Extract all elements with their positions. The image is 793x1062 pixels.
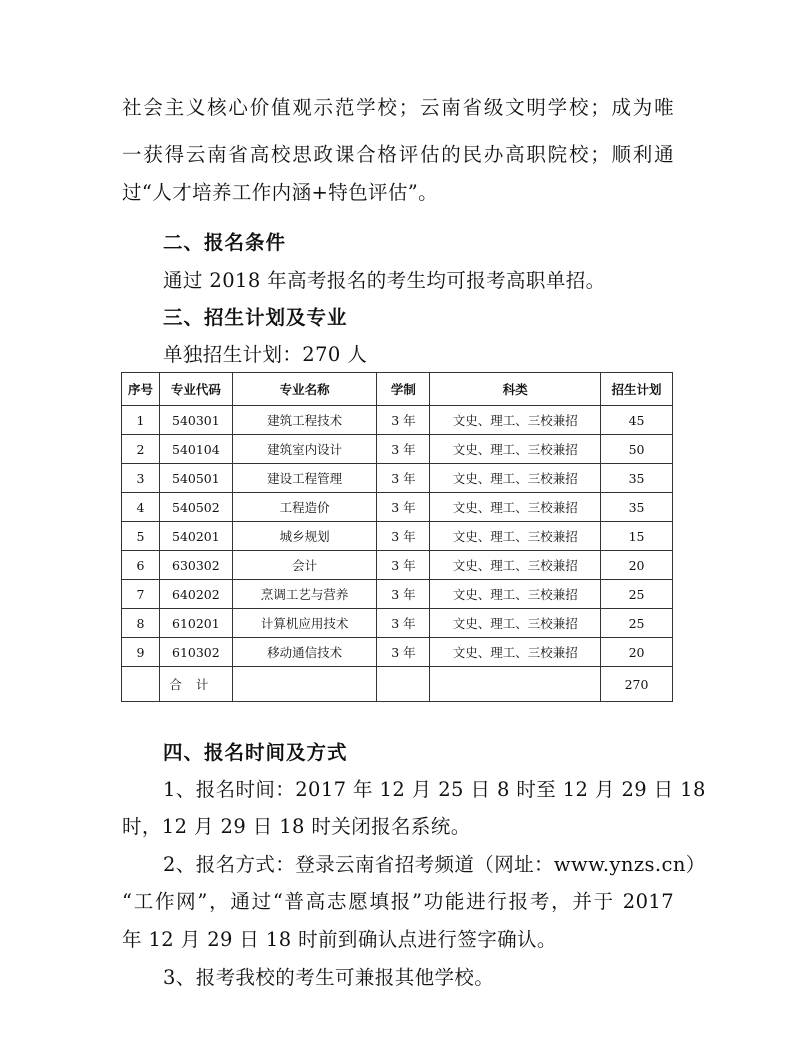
major-code-cell: 610201 (159, 609, 232, 638)
major-name-cell: 建设工程管理 (232, 464, 377, 493)
major-code-cell: 540301 (159, 406, 232, 435)
major-code-cell: 540501 (159, 464, 232, 493)
row-number-cell: 7 (122, 580, 160, 609)
total-empty-cell (430, 667, 601, 702)
enrollment-quota-cell: 35 (601, 464, 673, 493)
total-value: 270 (601, 667, 673, 702)
major-code-cell: 540502 (159, 493, 232, 522)
major-code-cell: 540104 (159, 435, 232, 464)
total-empty-cell (232, 667, 377, 702)
row-number-cell: 2 (122, 435, 160, 464)
section-4-p2-line-3: 年 12 月 29 日 18 时前到确认点进行签字确认。 (122, 928, 557, 951)
row-number-cell: 3 (122, 464, 160, 493)
row-number-cell: 1 (122, 406, 160, 435)
section-4-p1-line-1: 1、报名时间：2017 年 12 月 25 日 8 时至 12 月 29 日 18 (163, 778, 706, 801)
subject-category-cell: 文史、理工、三校兼招 (430, 406, 601, 435)
duration-cell: 3 年 (377, 435, 430, 464)
major-code-cell: 540201 (159, 522, 232, 551)
intro-line-2: 一获得云南省高校思政课合格评估的民办高职院校；顺利通 (122, 143, 674, 166)
major-code-cell: 640202 (159, 580, 232, 609)
major-name-cell: 建筑室内设计 (232, 435, 377, 464)
total-empty-cell (377, 667, 430, 702)
enrollment-plan-label: 单独招生计划：270 人 (163, 343, 368, 366)
intro-line-3: 过“人才培养工作内涵+特色评估”。 (122, 181, 439, 204)
major-name-cell: 建筑工程技术 (232, 406, 377, 435)
subject-category-cell: 文史、理工、三校兼招 (430, 609, 601, 638)
total-empty-cell (122, 667, 160, 702)
enrollment-quota-cell: 20 (601, 551, 673, 580)
subject-category-cell: 文史、理工、三校兼招 (430, 522, 601, 551)
enrollment-quota-cell: 25 (601, 580, 673, 609)
subject-category-cell: 文史、理工、三校兼招 (430, 551, 601, 580)
duration-cell: 3 年 (377, 464, 430, 493)
header-cell: 专业名称 (232, 373, 377, 406)
enrollment-table (121, 372, 673, 702)
subject-category-cell: 文史、理工、三校兼招 (430, 435, 601, 464)
subject-category-cell: 文史、理工、三校兼招 (430, 638, 601, 667)
subject-category-cell: 文史、理工、三校兼招 (430, 493, 601, 522)
table-row (122, 464, 673, 493)
intro-line-1: 社会主义核心价值观示范学校；云南省级文明学校；成为唯 (122, 96, 674, 119)
enrollment-quota-cell: 35 (601, 493, 673, 522)
section-4-p3-line-1: 3、报考我校的考生可兼报其他学校。 (163, 966, 495, 989)
header-cell: 序号 (122, 373, 160, 406)
table-body (122, 406, 673, 667)
major-name-cell: 工程造价 (232, 493, 377, 522)
table-total-row (122, 667, 673, 702)
duration-cell: 3 年 (377, 493, 430, 522)
major-code-cell: 630302 (159, 551, 232, 580)
duration-cell: 3 年 (377, 638, 430, 667)
total-label: 合计 (159, 667, 232, 702)
duration-cell: 3 年 (377, 522, 430, 551)
row-number-cell: 9 (122, 638, 160, 667)
section-2-heading: 二、报名条件 (163, 231, 287, 254)
table-row (122, 609, 673, 638)
table-row (122, 493, 673, 522)
enrollment-quota-cell: 20 (601, 638, 673, 667)
section-4-p2-line-2: “工作网”，通过“普高志愿填报”功能进行报考，并于 2017 (122, 890, 674, 913)
table-row (122, 435, 673, 464)
table-row (122, 638, 673, 667)
subject-category-cell: 文史、理工、三校兼招 (430, 580, 601, 609)
row-number-cell: 8 (122, 609, 160, 638)
row-number-cell: 6 (122, 551, 160, 580)
enrollment-quota-cell: 50 (601, 435, 673, 464)
section-4-p2-line-1: 2、报名方式：登录云南省招考频道（网址：www.ynzs.cn） (163, 853, 706, 876)
table-row (122, 551, 673, 580)
major-code-cell: 610302 (159, 638, 232, 667)
row-number-cell: 5 (122, 522, 160, 551)
section-4-heading: 四、报名时间及方式 (163, 741, 348, 764)
duration-cell: 3 年 (377, 609, 430, 638)
major-name-cell: 城乡规划 (232, 522, 377, 551)
table-row (122, 522, 673, 551)
header-cell: 专业代码 (159, 373, 232, 406)
header-cell: 学制 (377, 373, 430, 406)
major-name-cell: 计算机应用技术 (232, 609, 377, 638)
enrollment-quota-cell: 15 (601, 522, 673, 551)
table-row (122, 406, 673, 435)
header-cell: 科类 (430, 373, 601, 406)
section-2-text: 通过 2018 年高考报名的考生均可报考高职单招。 (163, 269, 606, 292)
table-header-row (122, 373, 673, 406)
duration-cell: 3 年 (377, 551, 430, 580)
section-3-heading: 三、招生计划及专业 (163, 306, 348, 329)
section-4-p1-line-2: 时，12 月 29 日 18 时关闭报名系统。 (122, 815, 471, 838)
enrollment-quota-cell: 25 (601, 609, 673, 638)
duration-cell: 3 年 (377, 406, 430, 435)
major-name-cell: 移动通信技术 (232, 638, 377, 667)
enrollment-quota-cell: 45 (601, 406, 673, 435)
subject-category-cell: 文史、理工、三校兼招 (430, 464, 601, 493)
header-cell: 招生计划 (601, 373, 673, 406)
table-row (122, 580, 673, 609)
major-name-cell: 会计 (232, 551, 377, 580)
major-name-cell: 烹调工艺与营养 (232, 580, 377, 609)
row-number-cell: 4 (122, 493, 160, 522)
duration-cell: 3 年 (377, 580, 430, 609)
